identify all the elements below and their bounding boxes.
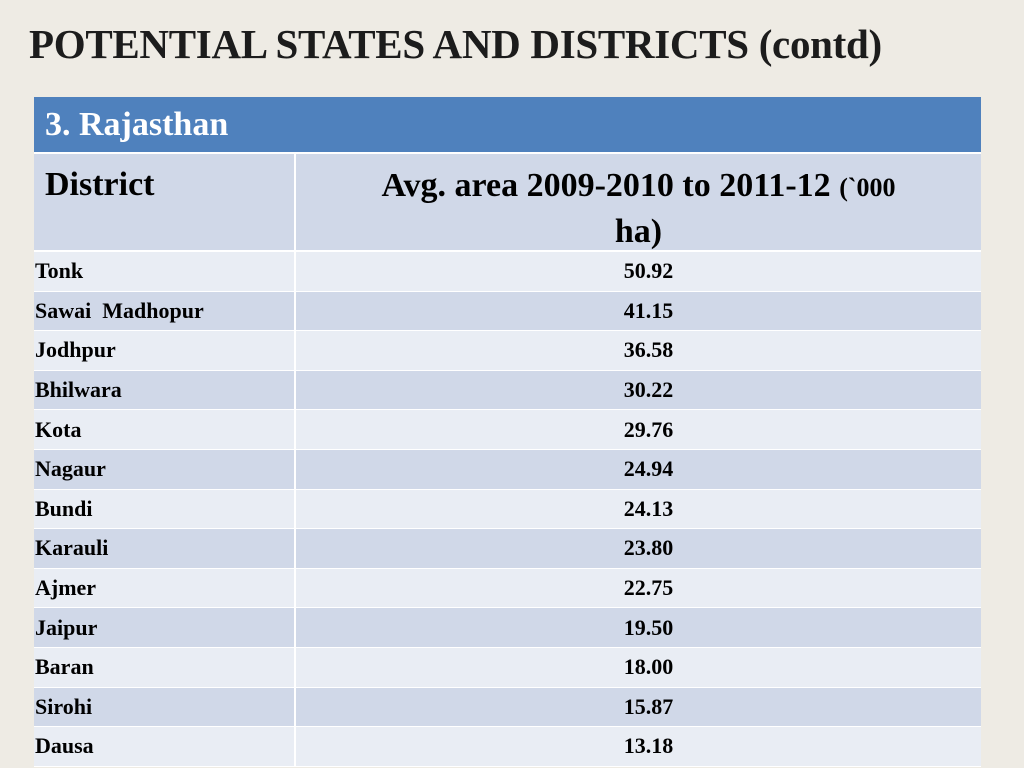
- district-cell: Jodhpur: [34, 331, 296, 370]
- state-heading: 3. Rajasthan: [34, 97, 981, 154]
- district-cell: Dausa: [34, 727, 296, 766]
- area-cell: 50.92: [623, 258, 674, 284]
- district-cell: Jaipur: [34, 608, 296, 647]
- slide-title: POTENTIAL STATES AND DISTRICTS (contd): [29, 21, 882, 67]
- table-row: [34, 252, 981, 292]
- area-cell: 36.58: [623, 337, 674, 363]
- area-cell: 41.15: [623, 297, 674, 323]
- table-row: [34, 371, 981, 411]
- area-cell: 22.75: [623, 575, 674, 601]
- district-cell: Nagaur: [34, 450, 296, 489]
- district-column-header: District: [34, 154, 296, 250]
- district-cell: Ajmer: [34, 569, 296, 608]
- area-cell: 23.80: [623, 535, 674, 561]
- district-cell: Kota: [34, 410, 296, 449]
- district-cell: Karauli: [34, 529, 296, 568]
- area-cell: 15.87: [623, 693, 674, 719]
- area-cell: 30.22: [623, 377, 674, 403]
- table-row: [34, 648, 981, 688]
- area-cell: 24.94: [623, 456, 674, 482]
- district-cell: Sirohi: [34, 688, 296, 727]
- district-cell: Tonk: [34, 252, 296, 291]
- area-header-line2: ha): [614, 213, 663, 250]
- table-row: [34, 331, 981, 371]
- table-row: [34, 608, 981, 648]
- table-row: [34, 688, 981, 728]
- table-row: [34, 450, 981, 490]
- area-header-unit: (`000: [839, 173, 896, 202]
- table-body: [34, 252, 981, 767]
- area-cell: 29.76: [623, 416, 674, 442]
- table-row: [34, 292, 981, 332]
- district-cell: Sawai Madhopur: [34, 292, 296, 331]
- area-cell: 19.50: [623, 614, 674, 640]
- table-row: [34, 529, 981, 569]
- district-cell: Baran: [34, 648, 296, 687]
- area-cell: 13.18: [623, 733, 674, 759]
- table-header-row: [34, 154, 981, 252]
- area-column-header: [296, 154, 981, 250]
- area-header-main: Avg. area 2009-2010 to 2011-12: [381, 167, 831, 204]
- table-row: [34, 410, 981, 450]
- district-table: [34, 97, 981, 767]
- district-cell: Bundi: [34, 490, 296, 529]
- table-row: [34, 727, 981, 767]
- table-row: [34, 490, 981, 530]
- table-row: [34, 569, 981, 609]
- district-cell: Bhilwara: [34, 371, 296, 410]
- area-cell: 18.00: [623, 654, 674, 680]
- area-cell: 24.13: [623, 495, 674, 521]
